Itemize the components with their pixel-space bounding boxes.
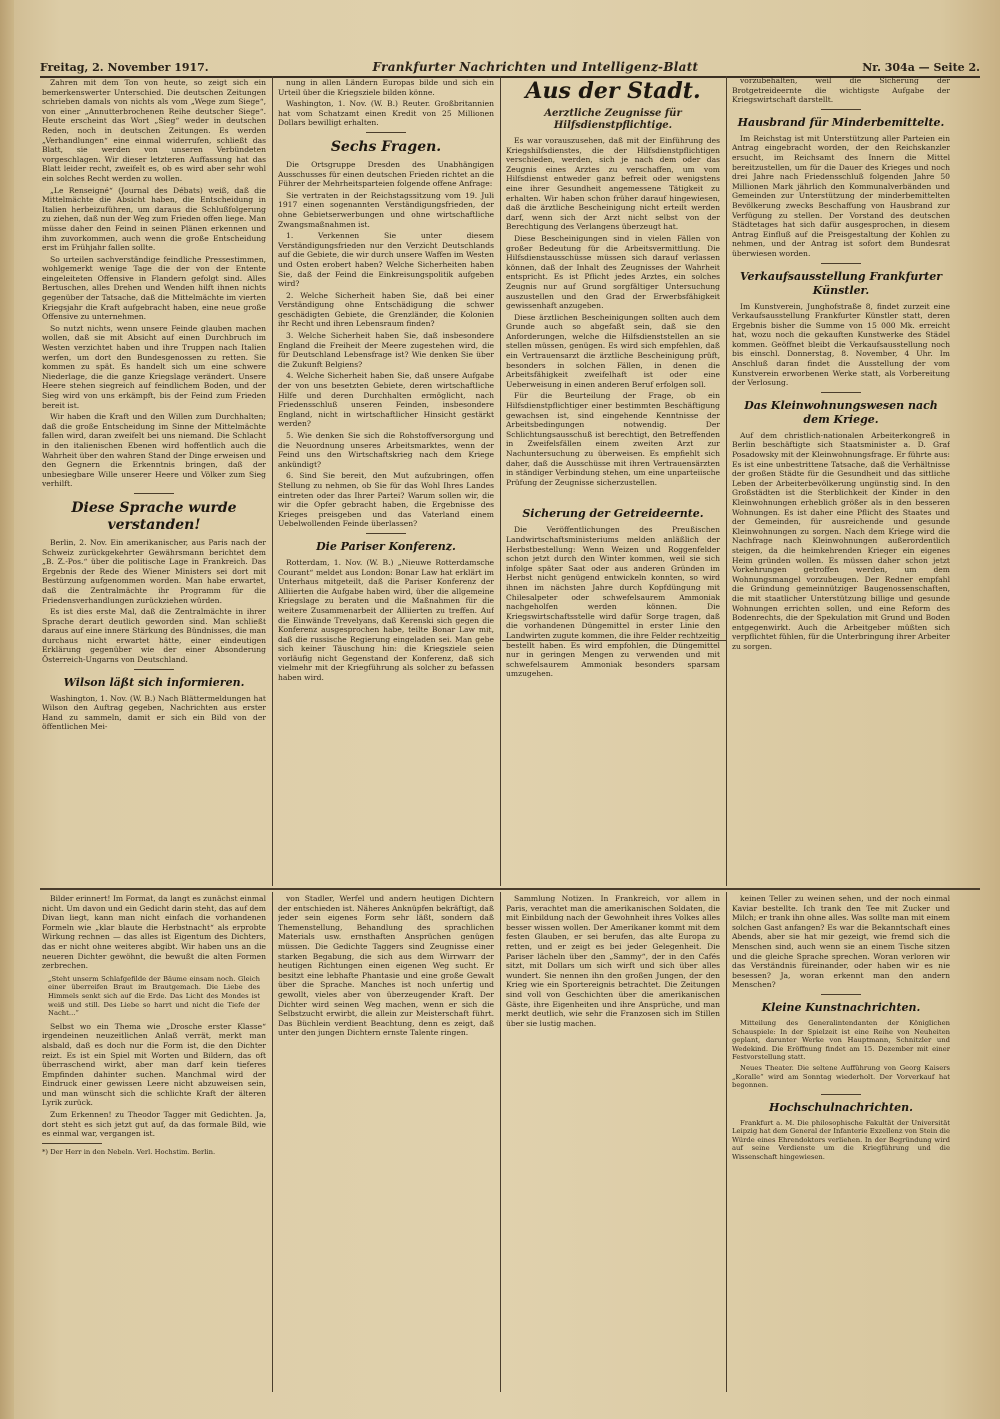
article-paragraph: Washington, 1. Nov. (W. B.) Reuter. Großbritannien hat vom Schatzamt einen Kredit von 25 Millionen Dollars bewilligt erhalten. — [278, 99, 494, 128]
column-4 — [732, 76, 950, 886]
poem-quote: „Steht unserm Schlafgefilde der Bäume einsam noch. Gleich einer überreifen Braut im Brautgemach. Die Liebe des Himmels senkt sich auf die Erde. Das Licht des Mondes ist weiß und still. Des Liebe so harrt und nicht die Tiefe der Nacht...“ — [48, 974, 260, 1018]
masthead-date: Freitag, 2. November 1917. — [40, 61, 209, 74]
article-paragraph: Diese Bescheinigungen sind in vielen Fällen von großer Bedeutung für die Arbeitsvermittlung. Die Hilfsdienstausschüsse müssen sich darauf verlassen können, daß der Inhalt des Zeugnisses der Wahrheit entspricht. Es ist Pflicht jedes Arztes, ein solches Zeugnis nur auf Grund sorgfältiger Untersuchung auszustellen und den Grad der Erwerbsfähigkeit gewissenhaft anzugeben. — [506, 233, 720, 311]
column-rule — [726, 892, 727, 1392]
divider — [821, 263, 861, 264]
feuilleton-separator — [40, 888, 980, 890]
headline-getreideernte: Sicherung der Getreideernte. — [522, 507, 704, 521]
article-paragraph: Im Kunstverein, Junghofstraße 8, findet zurzeit eine Verkaufsausstellung Frankfurter Künstler statt, deren Ergebnis bisher die Summe von 15 000 Mk. erreicht hat, wozu noch die gekauften Kunstwerke des Städel kommen. Geöffnet bleibt die Verkaufsausstellung noch bis einschl. Donnerstag, 8. November, 4 Uhr. Im Anschluß daran findet die Ausstellung der vom Kunstverein erworbenen Werke statt, als Vorbereitung der Verlosung. — [732, 301, 950, 388]
feuilleton-paragraph: von Stadler, Werfel und andern heutigen Dichtern der entschieden ist. Näheres Anknüpfen bekräftigt, daß jeder sein eigenes Form sehr läßt, sondern daß Themenstellung, Behandlung des sprachlichen Materials usw. ernsthaften Ansprüchen genügen müssen. Die Gedichte Taggers sind Zeugnisse einer starken Begabung, die sich aus dem Wirrwarr der heutigen Richtungen einen eigenen Weg sucht. Er besitzt eine lebhafte Phantasie und eine große Gewalt über die Sprache. Manches ist noch unfertig und gewollt, vieles aber von überzeugender Kraft. Der Dichter wird seinen Weg machen, wenn er sich die Selbstzucht erwirbt, die allein zur Meisterschaft führt. Das Büchlein verdient Beachtung, denn es zeigt, daß unter den jungen Dichtern ernste Talente ringen. — [278, 894, 494, 1038]
headline-kunstnachrichten: Kleine Kunstnachrichten. — [761, 1000, 921, 1014]
article-paragraph: So urteilen sachverständige feindliche Pressestimmen, wohlgemerkt wenige Tage die der von der Entente eingeleiteten Offensive in Flandern gefolgt sind. Alles Bertuschen, alles Drehen und Wenden hilft ihnen nichts gegenüber der Tatsache, daß die Mittelmächte im vierten Kriegsjahr die Kraft aufgebracht haben, eine neue große Offensive zu unternehmen. — [42, 254, 266, 322]
article-paragraph: Auf dem christlich-nationalen Arbeiterkongreß in Berlin beschäftigte sich Staatsminister a. D. Graf Posadowsky mit der Kleinwohnungsfrage. Er führte aus: Es ist eine unbestrittene Tatsache, daß die Verhältnisse der großen Städte für die Gesundheit und das sittliche Leben der Arbeiterbevölkerung ungünstig sind. In den Großstädten ist die Sterblichkeit der Kinder in den Kleinwohnungen erheblich größer als in den besseren Wohnungen. Es ist daher eine Pflicht des Staates und der Gemeinden, für ausreichende und gesunde Kleinwohnungen zu sorgen. Nach dem Kriege wird die Nachfrage nach Kleinwohnungen außerordentlich steigen, da die heimkehrenden Krieger ein eigenes Heim gründen wollen. Es müssen daher schon jetzt Vorkehrungen getroffen werden, um dem Wohnungsmangel vorzubeugen. Der Redner empfahl die Gründung gemeinnütziger Baugenossenschaften, die mit staatlicher Unterstützung billige und gesunde Wohnungen errichten sollen, und eine Reform des Bodenrechts, die der Spekulation mit Grund und Boden entgegenwirkt. Auch die Arbeitgeber müßten sich verpflichtet fühlen, für die Unterbringung ihrer Arbeiter zu sorgen. — [732, 430, 950, 651]
masthead-title: Frankfurter Nachrichten und Intelligenz-Blatt — [372, 60, 699, 74]
article-paragraph: 3. Welche Sicherheit haben Sie, daß insbesondere England die Freiheit der Meere zugestehen wird, die für Deutschland Lebensfrage ist? Wie denken Sie über die Zukunft Belgiens? — [278, 331, 494, 369]
feuilleton-paragraph: Selbst wo ein Thema wie „Drosche erster Klasse“ irgendeinen neuzeitlichen Anlaß verrät, merkt man alsbald, daß es doch nur die Form ist, die den Dichter reizt. Es ist ein Spiel mit Worten und Bildern, das oft überraschend wirkt, aber man darf kein tieferes Empfinden dahinter suchen. Manchmal wird der Eindruck einer gewissen Leere nicht abzuweisen sein, und man wünscht sich die schlichte Kraft der älteren Lyrik zurück. — [42, 1021, 266, 1108]
masthead-issue: Nr. 304a — Seite 2. — [862, 61, 980, 74]
headline-wilson: Wilson läßt sich informieren. — [63, 675, 245, 689]
article-paragraph: Es ist dies erste Mal, daß die Zentralmächte in ihrer Sprache derart deutlich geworden sind. Man schließt daraus auf eine innere Stärkung des Bündnisses, die man durchaus nicht erwartet hätte, einer eindeutigen Erklärung gegenüber wie der einer Absonderung Österreich-Ungarns von Deutschland. — [42, 607, 266, 665]
column-rule — [500, 76, 501, 886]
column-rule — [272, 76, 273, 886]
feuilleton-column-1 — [42, 894, 266, 1390]
divider — [366, 132, 406, 133]
article-paragraph: Diese ärztlichen Bescheinigungen sollten auch dem Grunde auch so abgefaßt sein, daß sie den Anforderungen, welche die Hilfsdienststellen an sie stellen müssen, genügen. Es wird sich empfehlen, daß ein Vertrauensarzt die ärztliche Bescheinigung prüft, besonders in solchen Fällen, in denen die Arbeitsfähigkeit zweifelhaft ist oder eine Ueberweisung in einen anderen Beruf erfolgen soll. — [506, 312, 720, 389]
article-paragraph: Rotterdam, 1. Nov. (W. B.) „Nieuwe Rotterdamsche Courant“ meldet aus London: Bonar Law hat erklärt im Unterhaus mitgeteilt, daß die Pariser Konferenz der Alliierten die Aufgabe haben wird, über die allgemeine Kriegslage zu beraten und die Maßnahmen für die weitere Zusammenarbeit der Alliierten zu treffen. Auf die Einwände Trevelyans, daß Kerenski sich gegen die Konferenz ausgesprochen habe, teilte Bonar Law mit, daß die russische Regierung eingeladen sei. Man gebe sich keiner Täuschung hin: die Kriegsziele seien vorläufig nicht Gegenstand der Konferenz, daß sich vielmehr mit der Kriegführung als solcher zu befassen haben wird. — [278, 557, 494, 683]
article-paragraph: nung in allen Ländern Europas bilde und sich ein Urteil über die Kriegsziele bilden könne. — [278, 78, 494, 97]
article-paragraph: Zahren mit dem Ton von heute, so zeigt sich ein bemerkenswerter Unterschied. Die deutschen Zeitungen schrieben damals von nichts als vom „Wege zum Siege“, von einer „Annutterbrochenen Reihe deutscher Siege“. Heute erscheint das Wort „Sieg“ weder in deutschen Reden, noch in deutschen Zeitungen. Es werden „Verhandlungen“ eine einmal widerrufen, schließt das Blatt, sie werden von unseren Verbündeten vorgeschlagen. Wir dieser letzteren Auffassung hat das Blatt leider recht, zweifelt es, ob es wird aber sehr wohl ein solches Recht werden zu wollen. — [42, 78, 266, 183]
news-item: Frankfurt a. M. Die philosophische Fakultät der Universität Leipzig hat dem General der Infanterie Exzellenz von Stein die Würde eines Ehrendoktors verliehen. In der Begründung wird auf seine Verdienste um die Kriegführung und die Wissenschaft hingewiesen. — [732, 1118, 950, 1162]
feuilleton-column-4 — [732, 894, 950, 1390]
column-3 — [506, 76, 720, 886]
article-paragraph: Es war vorauszusehen, daß mit der Einführung des Kriegshilfsdienstes, die der Hilfsdienstpflichtigen verschieden, werden, sich je nach dem oder das Zeugnis eines Arztes zu verschaffen, um vom Hilfsdienst entweder ganz befreit oder wenigstens eine ihrer Gesundheit angemessene Tätigkeit zu erhalten. Wir haben schon früher darauf hingewiesen, daß die ärztliche Bescheinigung nicht erteilt werden darf, wenn sich der Arzt nicht selbst von der Berechtigung des Verlangens überzeugt hat. — [506, 136, 720, 232]
feuilleton-column-2 — [278, 894, 494, 1390]
article-paragraph: Sie vertraten in der Reichstagssitzung vom 19. Juli 1917 einen sogenannten Verständigungsfrieden, der ohne Gebietserwerbungen und ohne wirtschaftliche Zwangsmaßnahmen ist. — [278, 190, 494, 229]
divider — [366, 533, 406, 534]
subheadline-aerztliche-zeugnisse: Aerztliche Zeugnisse für Hilfsdienstpflichtige. — [544, 108, 682, 131]
headline-kleinwohnungswesen: Das Kleinwohnungswesen nach dem Kriege. — [744, 398, 938, 426]
column-rule — [272, 892, 273, 1392]
article-paragraph: Washington, 1. Nov. (W. B.) Nach Blättermeldungen hat Wilson den Auftrag gegeben, Nachrichten aus erster Hand zu sammeln, damit er sich ein Bild von der öffentlichen Mei- — [42, 693, 266, 732]
headline-pariser-konferenz: Die Pariser Konferenz. — [316, 539, 456, 553]
article-paragraph: Für die Beurteilung der Frage, ob ein Hilfsdienstpflichtiger einer bestimmten Beschäftigung gewachsen ist, sind eingehende Kenntnisse der Arbeitsbedingungen notwendig. Der Schlichtungsausschuß ist berechtigt, den Betreffenden in Zweifelsfällen einem zweiten Arzt zur Nachuntersuchung zu überweisen. Es empfiehlt sich daher, daß die Ausschüsse mit ihren Vertrauensärzten in ständiger Verbindung stehen, um eine unparteiische Prüfung der Zeugnisse sicherzustellen. — [506, 391, 720, 487]
feuilleton-paragraph: Bilder erinnert! Im Format, da langt es zunächst einmal nicht. Um davon und ein Gedicht darin steht, das auf dem Divan liegt, kann man nicht einfach die vorhandenen Formeln wie „klar blaute die Herbstnacht“ als erprobte Wirkung rechnen — das alles ist Eigentum des Dichters, das er nicht ohne weiteres abgibt. Wir haben uns an die neueren Dichter gewöhnt, die bewußt die alten Formen zerbrechen. — [42, 894, 266, 971]
article-paragraph: 5. Wie denken Sie sich die Rohstoffversorgung und die Neuordnung unseres Arbeitsmarktes, wenn der Feind uns den Wirtschaftskrieg nach dem Kriege ankündigt? — [278, 431, 494, 469]
divider — [821, 109, 861, 110]
feuilleton-paragraph: keinen Teller zu weinen sehen, und der noch einmal Kaviar bestellte. Ich trank den Tee mit Zucker und Milch; er trank ihn ohne alles. Was sollte man mit einem solchen Gast anfangen? Es war die Bekanntschaft eines Abends, aber sie hat mir gezeigt, wie fremd sich die Menschen sind, auch wenn sie an einem Tische sitzen und die gleiche Sprache sprechen. Woran verloren wir das Verständnis füreinander, oder haben wir es nie besessen? Ja, woran erkennt man den andern Menschen? — [732, 894, 950, 990]
masthead — [40, 52, 980, 78]
headline-hausbrand: Hausbrand für Minderbemittelte. — [737, 115, 945, 129]
headline-verkaufsausstellung: Verkaufsausstellung Frankfurter Künstler. — [739, 269, 942, 297]
news-item: Mitteilung des Generalintendanten der Königlichen Schauspiele: In der Spielzeit ist eine Reihe von Neuheiten geplant, darunter Werke von Hauptmann, Schnitzler und Wedekind. Die Eröffnung findet am 15. Dezember mit einer Festvorstellung statt. — [732, 1018, 950, 1062]
feuilleton-paragraph: Sammlung Notizen. In Frankreich, vor allem in Paris, verachtet man die amerikanischen Soldaten, die mit Einbildung nach der Gewohnheit ihres Volkes alles besser wissen wollen. Der Amerikaner kommt mit dem festen Glauben, er sei berufen, das alte Europa zu retten, und er zeigt es bei jeder Gelegenheit. Die Pariser lächeln über den „Sammy“, der in den Cafés sitzt, mit Dollars um sich wirft und sich über alles wundert. Sie nennen ihn den großen Jungen, der den Krieg wie ein Sportereignis betrachtet. Die Zeitungen sind voll von Geschichten über die amerikanischen Gäste, ihre Eigenheiten und ihre Ansprüche, und man merkt deutlich, wie sehr die Franzosen sich im Stillen über sie lustig machen. — [506, 894, 720, 1028]
article-paragraph: Die Ortsgruppe Dresden des Unabhängigen Ausschusses für einen deutschen Frieden richtet an die Führer der Mehrheitsparteien folgende offene Anfrage: — [278, 159, 494, 189]
headline-sprache: Diese Sprache wurde verstanden! — [71, 499, 237, 533]
article-paragraph: 4. Welche Sicherheit haben Sie, daß unsere Aufgabe der von uns besetzten Gebiete, deren wirtschaftliche Hilfe und deren Durchhalten ermöglicht, nach Friedensschluß unseren Feinden, insbesondere England, nicht in wirtschaftlicher Hinsicht gestärkt werden? — [278, 371, 494, 429]
divider — [134, 493, 174, 494]
adjacent-page-edge — [0, 0, 14, 1419]
feuilleton-paragraph: Zum Erkennen! zu Theodor Tagger mit Gedichten. Ja, dort steht es sich jetzt gut auf, da das formale Bild, wie es einmal war, vergangen ist. — [42, 1110, 266, 1139]
news-item: Neues Theater. Die seltene Aufführung von Georg Kaisers „Koralle“ wird am Sonntag wiederholt. Der Vorverkauf hat begonnen. — [732, 1063, 950, 1090]
column-rule — [500, 892, 501, 1392]
article-paragraph: So nutzt nichts, wenn unsere Feinde glauben machen wollen, daß sie mit Absicht auf einen Durchbruch im Westen verzichtet haben und ihre Truppen nach Italien werfen, um dort den Bundesgenossen zu retten. Sie kommen zu spät. Es handelt sich um eine schwere Niederlage, die die ganze Kriegslage verändert. Unsere Heere stehen siegreich auf feindlichem Boden, und der Sieg wird von uns erkämpft, bis der Feind zum Frieden bereit ist. — [42, 323, 266, 410]
article-paragraph: 2. Welche Sicherheit haben Sie, daß bei einer Verständigung ohne Entschädigung die schwer geschädigten Gebiete, die Grenzländer, die Kolonien ihr Recht und ihren Lebensraum finden? — [278, 290, 494, 329]
divider — [821, 1094, 861, 1095]
column-1 — [42, 78, 266, 886]
column-2 — [278, 78, 494, 886]
column-rule — [726, 76, 727, 886]
section-title-aus-der-stadt: Aus der Stadt. — [525, 78, 701, 104]
headline-hochschulnachrichten: Hochschulnachrichten. — [769, 1100, 913, 1114]
article-paragraph: Die Veröffentlichungen des Preußischen Landwirtschaftsministeriums melden anläßlich der Herbstbestellung: Wenn Weizen und Roggenfelder schon jetzt durch den Winter kommen, weil sie sich infolge später Saat oder aus anderen Gründen im Herbst nicht genügend entwickeln konnten, so wird ihnen im nächsten Jahre durch Kopfdüngung mit Chilesalpeter oder schwefelsaurem Ammoniak nachgeholfen werden können. Die Kriegswirtschaftsstelle wird dafür Sorge tragen, daß die vorhandenen Düngemittel in erster Linie den Landwirten zugute kommen, die ihre Felder rechtzeitig bestellt haben. Es wird empfohlen, die Düngemittel nur in geringen Mengen zu verwenden und mit schwefelsaurem Ammoniak besonders sparsam umzugehen. — [506, 525, 720, 679]
divider — [821, 392, 861, 393]
divider — [134, 669, 174, 670]
divider — [821, 994, 861, 995]
article-paragraph: Berlin, 2. Nov. Ein amerikanischer, aus Paris nach der Schweiz zurückgekehrter Gewährsmann berichtet dem „B. Z.-Pos.“ über die politische Lage in Frankreich. Das Ergebnis der Rede des Wiener Ministers sei dort mit Bestürzung aufgenommen worden. Man habe erwartet, daß die Zentralmächte ihr Programm für die Friedensverhandlungen zurückziehen würden. — [42, 537, 266, 605]
article-paragraph: „Le Renseigné“ (Journal des Débats) weiß, daß die Mittelmächte die Absicht haben, die Entscheidung in Italien herbeizuführen, um daraus die Schlußfolgerung zu ziehen, daß nun der Weg zum Frieden offen liege. Man müsse daher den Feind in seinen Plänen erkennen und ihm zuvorkommen, auch wenn die große Entscheidung erst im Frühjahr fallen sollte. — [42, 185, 266, 253]
footnote: *) Der Herr in den Nebeln. Verl. Hochstim. Berlin. — [42, 1147, 216, 1156]
headline-sechs-fragen: Sechs Fragen. — [330, 138, 442, 155]
article-paragraph: Wir haben die Kraft und den Willen zum Durchhalten; daß die große Entscheidung im Sinne der Mittelmächte fallen wird, daran zweifelt bei uns niemand. Die Schlacht in den italienischen Ebenen wird hoffentlich auch die Wahrheit über den wahren Stand der Dinge erweisen und den Gegnern die Erkenntnis bringen, daß der unbesiegbare Wille unserer Heere und Völker zum Sieg verhilft. — [42, 412, 266, 489]
article-paragraph: 1. Verkennen Sie unter diesem Verständigungsfrieden nur den Verzicht Deutschlands auf die Gebiete, die wir durch unsere Waffen im Westen und Osten erobert haben? Welche Sicherheiten haben Sie, daß der Feind die Einkreisungspolitik aufgeben wird? — [278, 231, 494, 289]
article-paragraph: Im Reichstag ist mit Unterstützung aller Parteien ein Antrag eingebracht worden, der den Reichskanzler ersucht, im Reichsamt des Innern die Mittel bereitzustellen, um für die Dauer des Krieges und noch drei Jahre nach Friedensschluß folgenden Jahre 50 Millionen Mark jährlich den Kommunalverbänden und Gemeinden zur Unterstützung der minderbemittelten Bevölkerung zwecks Beschaffung von Hausbrand zur Verfügung zu stellen. Der Vorstand des deutschen Städtetages hat sich dafür ausgesprochen, in diesem Antrag Einfluß auf die Preisgestaltung der Kohlen zu nehmen, und der Antrag ist sofort dem Bundesrat überwiesen worden. — [732, 133, 950, 258]
article-paragraph: vorzubehalten, weil die Sicherung der Brotgetreideernte die wichtigste Aufgabe der Kriegswirtschaft darstellt. — [732, 76, 950, 105]
feuilleton-column-3 — [506, 894, 720, 1390]
article-paragraph: 6. Sind Sie bereit, den Mut aufzubringen, offen Stellung zu nehmen, ob Sie für das Wohl Ihres Landes eintreten oder das Ihrer Partei? Warum sollen wir, die wir die Opfer gebracht haben, die Ergebnisse des Krieges preisgeben und das Vaterland einem Uebelwollenden Feinde überlassen? — [278, 471, 494, 529]
